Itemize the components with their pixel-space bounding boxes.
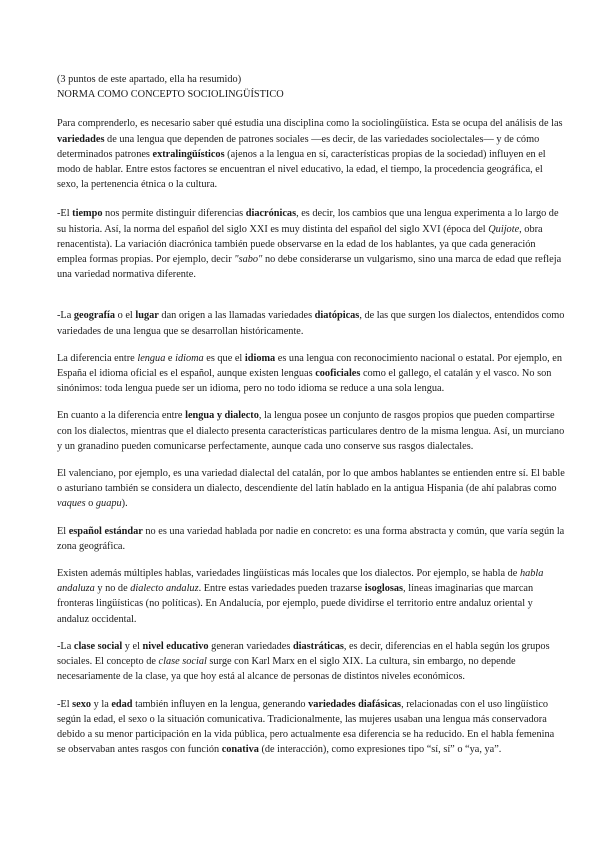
paragraph-estandar — [57, 524, 565, 554]
text-run: no es una variedad hablada por nadie en concreto: es una forma abstracta y común, que varía según la zona geográfica. — [57, 525, 565, 552]
text-run: La diferencia entre — [57, 352, 138, 364]
text-run: o el — [115, 310, 136, 322]
text-run: de una lengua que dependen de patrones sociales —es decir, de las variedades sociolectales— y de cómo determinados patrones — [57, 133, 540, 160]
text-run: , obra renacentista). La variación diacrónica también puede observarse en la edad de los hablantes, ya que cada generación emplea formas propias. Por ejemplo, decir — [57, 223, 543, 266]
bold-term: diacrónicas — [245, 208, 297, 220]
text-run: -El — [57, 698, 73, 710]
italic-term: guapu — [95, 498, 122, 510]
paragraph-clase-social — [57, 639, 565, 685]
italic-term: Quijote — [488, 223, 520, 235]
text-run: El — [57, 525, 69, 537]
text-run: , de las que surgen los dialectos, entendidos como variedades de una lengua que se desarrollan históricamente. — [57, 310, 565, 337]
text-run: , relacionadas con el uso lingüístico según la edad, el sexo o la situación comunicativa. Tradicionalmente, las mujeres usaban una lengua más conservadora debido a su menor participación en la vida pública, pero actualmente esa diferencia se ha reducido. En el habla femenina se observaban antes rasgos con función — [57, 698, 555, 756]
paragraph-lengua-idioma — [57, 351, 565, 397]
text-run: (ajenos a la lengua en sí, características propias de la sociedad) influyen en el modo de hablar. Entre estos factores se encuentran el nivel educativo, la edad, el tiempo, la procedencia geográfica, el sexo, la pertenencia étnica o la cultura. — [57, 148, 546, 191]
italic-term: "sabo" — [234, 254, 263, 266]
summary-note: (3 puntos de este apartado, ella ha resumido) — [57, 74, 242, 85]
paragraph-geografia — [57, 308, 565, 338]
bold-term: cooficiales — [315, 368, 361, 380]
text-run: , es decir, los cambios que una lengua experimenta a lo largo de su historia. Así, la norma del español del siglo XXI es muy distinta del español del siglo XVI (época del — [57, 208, 559, 235]
text-run: -La — [57, 640, 74, 652]
text-run: es una lengua con reconocimiento nacional o estatal. Por ejemplo, en España el idioma oficial es el español, aunque existen lenguas — [57, 352, 562, 380]
paragraph-sexo-edad — [57, 697, 565, 758]
text-run: -El — [57, 208, 73, 220]
paragraph-intro — [57, 116, 565, 192]
text-run: o — [85, 498, 96, 510]
bold-term: conativa — [221, 744, 259, 756]
paragraph-hablas — [57, 566, 565, 627]
bold-term: nivel educativo — [142, 640, 209, 652]
italic-term: vaques — [57, 498, 86, 510]
text-run: y el — [122, 640, 143, 652]
text-run: también influyen en la lengua, generando — [132, 698, 309, 710]
text-run: Para comprenderlo, es necesario saber qué estudia una disciplina como la sociolingüística. Esta se ocupa del análisis de las — [57, 118, 563, 130]
italic-term: dialecto andaluz — [130, 583, 199, 595]
italic-term: habla andaluza — [57, 568, 544, 595]
text-run: ). — [121, 498, 128, 510]
bold-term: diatópicas — [314, 310, 360, 322]
bold-term: isoglosas — [364, 583, 404, 595]
text-run: surge con Karl Marx en el siglo XIX. La cultura, sin embargo, no depende necesariamente de la clase, ya que hoy está al alcance de personas de distintos niveles económicos. — [57, 656, 516, 683]
paragraph-tiempo — [57, 206, 565, 282]
text-run: Existen además múltiples hablas, variedades lingüísticas más locales que los dialectos. Por ejemplo, se habla de — [57, 568, 520, 580]
text-run: generan variedades — [208, 640, 293, 652]
text-run: . Entre estas variedades pueden trazarse — [198, 583, 365, 595]
text-run: , es decir, diferencias en el habla según los grupos sociales. El concepto de — [57, 640, 550, 668]
text-run: y la — [91, 698, 112, 710]
bold-term: clase social — [73, 640, 123, 652]
text-run: En cuanto a la diferencia entre — [57, 410, 186, 422]
bold-term: español estándar — [68, 525, 143, 537]
bold-term: variedades diafásicas — [308, 698, 402, 710]
bold-term: sexo — [72, 698, 92, 710]
text-run: no debe considerarse un vulgarismo, sino una marca de edad que refleja una variedad normativa diferente. — [57, 254, 562, 281]
document-body — [57, 72, 565, 757]
text-run: El valenciano, por ejemplo, es una variedad dialectal del catalán, por lo que ambos hablantes se entienden entre sí. El bable o asturiano también se considera un dialecto, descendiente del latín hablado en la antigua Hispania (de ahí palabras como — [57, 468, 565, 495]
text-run: , líneas imaginarias que marcan fronteras lingüísticas (no políticas). En Andalucía, por ejemplo, puede dividirse el territorio entre andaluz oriental y andaluz occidental. — [57, 583, 534, 625]
text-run: nos permite distinguir diferencias — [102, 208, 246, 220]
italic-term: clase social — [158, 656, 207, 668]
page-title: NORMA COMO CONCEPTO SOCIOLINGÜÍSTICO — [57, 89, 284, 101]
bold-term: lengua y dialecto — [185, 410, 259, 422]
text-run: e — [165, 352, 176, 364]
bold-term: extralingüísticos — [152, 148, 225, 160]
paragraph-valenciano — [57, 466, 565, 512]
text-run: como el gallego, el catalán y el vasco. No son sinónimos: toda lengua puede ser un idioma, pero no todo idioma se reduce a una sola lengua. — [57, 368, 552, 395]
text-run: (de interacción), como expresiones tipo “sí, sí” o “ya, ya”. — [258, 744, 502, 756]
text-run: , la lengua posee un conjunto de rasgos propios que pueden compartirse con los dialectos, mientras que el dialecto presenta características particulares dentro de la misma lengua. Así, un murciano y un granadino pueden comunicarse perfectamente, aunque cada uno conserve sus rasgos dialectales. — [57, 410, 565, 452]
italic-term: idioma — [175, 352, 204, 364]
italic-term: lengua — [137, 352, 166, 364]
bold-term: tiempo — [72, 208, 103, 220]
text-run: es que el — [203, 352, 245, 364]
bold-term: edad — [111, 698, 133, 710]
text-run: -La — [57, 310, 74, 322]
bold-term: idioma — [244, 352, 276, 364]
bold-term: diastráticas — [292, 640, 344, 652]
text-run: dan origen a las llamadas variedades — [158, 310, 315, 322]
bold-term: geografía — [73, 310, 116, 322]
paragraph-lengua-dialecto — [57, 408, 565, 454]
text-run: y no de — [94, 583, 131, 595]
bold-term: variedades — [57, 133, 105, 145]
bold-term: lugar — [135, 310, 159, 322]
